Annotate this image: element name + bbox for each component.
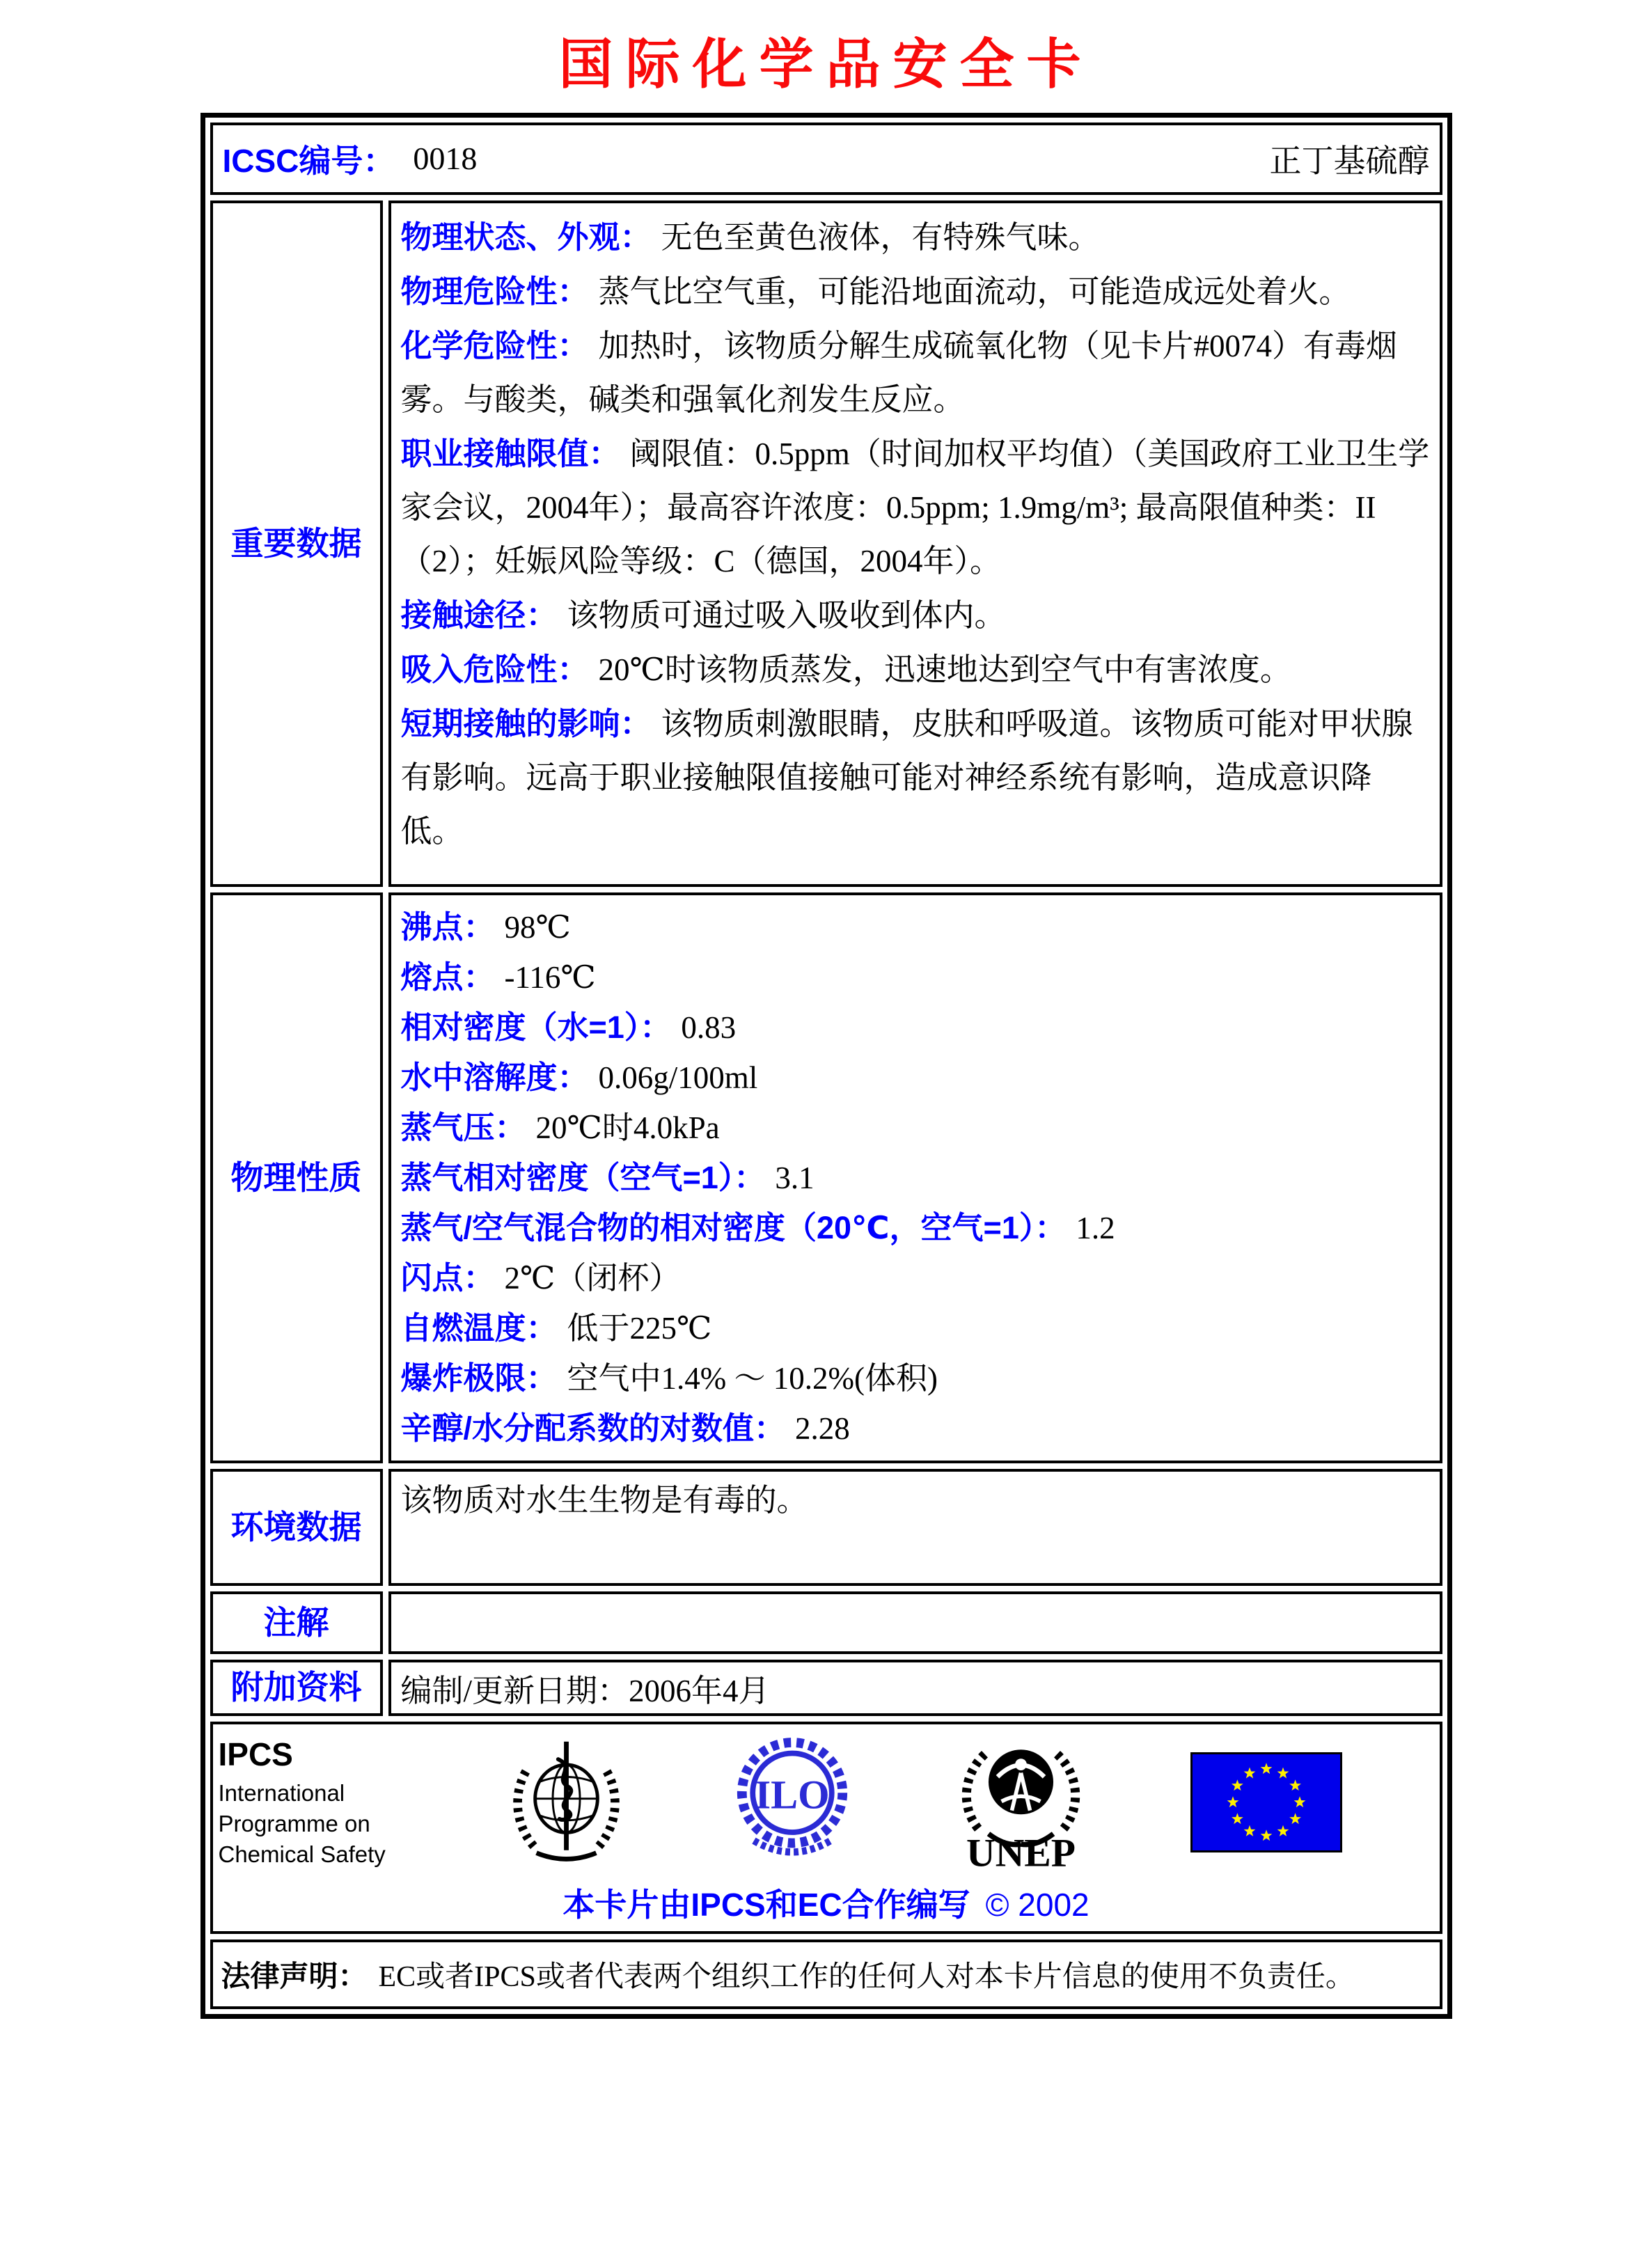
ipcs-line: Programme on [218,1810,370,1836]
data-item [401,319,1430,427]
ilo-letters: ILO [754,1772,830,1818]
field-label: 化学危险性： [400,327,589,363]
section-label-additional: 附加资料 [210,1660,383,1716]
data-item [401,1353,1430,1403]
data-item [401,1053,1430,1103]
legal-text: EC或者IPCS或者代表两个组织工作的任何人对本卡片信息的使用不负责任。 [378,1960,1355,1993]
header-row [210,123,1442,195]
field-label: 相对密度（水=1）： [400,1009,672,1045]
icsc-card-table [200,113,1452,2019]
logos-row [210,1722,1442,1934]
field-label: 沸点： [400,908,495,945]
ipcs-line: Chemical Safety [218,1841,386,1867]
field-label: 水中溶解度： [400,1059,589,1095]
data-item [401,1403,1430,1454]
field-value: 低于225℃ [567,1310,712,1346]
unep-logo-icon [950,1733,1092,1873]
physical-properties-content [388,892,1442,1463]
field-value: 该物质可通过吸入吸收到体内。 [567,597,1006,633]
field-value: 20℃时该物质蒸发，迅速地达到空气中有害浓度。 [598,652,1291,687]
field-label: 物理状态、外观： [400,219,652,255]
notes-row [210,1591,1442,1654]
field-value: 加热时，该物质分解生成硫氧化物（见卡片#0074）有毒烟雾。与酸类，碱类和强氧化剂发生反应。 [400,328,1398,417]
field-label: 蒸气相对密度（空气=1）： [400,1159,766,1195]
environment-data-row [210,1469,1442,1586]
data-item [401,1103,1430,1153]
field-value: 0.06g/100ml [598,1060,758,1095]
icsc-number-group [223,136,478,182]
data-item [401,952,1430,1002]
copyright-line [213,1880,1440,1926]
section-label-environment: 环境数据 [210,1469,383,1586]
additional-info-row [210,1660,1442,1716]
field-value: 98℃ [504,909,571,945]
field-value: 阈限值：0.5ppm（时间加权平均值）（美国政府工业卫生学家会议，2004年）；最高容许浓度：0.5ppm; 1.9mg/m³; 最高限值种类：II（2）；妊娠风险等级：C（德国，2004年）。 [400,436,1430,579]
field-value: 空气中1.4% ～ 10.2%(体积) [567,1360,938,1396]
field-label: 物理危险性： [400,273,589,309]
field-label: 爆炸极限： [400,1360,558,1396]
icsc-number-label: ICSC编号： [222,142,395,179]
field-label: 接触途径： [400,597,558,633]
who-logo-icon [498,1735,634,1871]
logos-strip [213,1733,1440,1873]
logos-cell [210,1722,1442,1934]
important-data-row [210,200,1442,887]
icsc-header-cell [210,123,1442,195]
data-item [401,1253,1430,1303]
field-label: 熔点： [400,959,495,995]
icsc-number-value: 0018 [413,141,478,177]
field-value: 蒸气比空气重，可能沿地面流动，可能造成远处着火。 [598,274,1351,309]
data-item [401,643,1430,697]
field-value: 3.1 [775,1160,815,1195]
field-value: 2℃（闭杯） [504,1260,681,1296]
ipcs-line: International [218,1779,345,1806]
section-label-important: 重要数据 [210,200,383,887]
data-item [401,1203,1430,1253]
environment-text: 该物质对水生生物是有毒的。 [400,1482,808,1518]
field-label: 短期接触的影响： [400,705,652,741]
field-label: 职业接触限值： [400,435,620,471]
data-item [401,265,1430,319]
field-value: 2.28 [795,1410,850,1446]
legal-notice [210,1940,1442,2009]
legal-row [210,1940,1442,2009]
field-label: 自燃温度： [400,1309,558,1346]
field-label: 闪点： [400,1259,495,1296]
data-item [401,1303,1430,1353]
ilo-logo-icon [732,1734,852,1871]
physical-properties-row [210,892,1442,1463]
chemical-name: 正丁基硫醇 [1269,143,1430,179]
field-label: 蒸气/空气混合物的相对密度（20℃，空气=1）： [400,1209,1067,1245]
ipcs-title: IPCS [218,1736,293,1772]
page-title: 国际化学品安全卡 [558,33,1094,95]
data-item [401,697,1430,858]
field-value: 该物质刺激眼睛，皮肤和呼吸道。该物质可能对甲状腺有影响。远高于职业接触限值接触可能对神经系统有影响，造成意识降低。 [400,706,1413,849]
field-value: -116℃ [504,959,596,995]
copyright-year: © 2002 [985,1886,1089,1923]
environment-content [388,1469,1442,1586]
field-label: 蒸气压： [400,1109,526,1145]
ipcs-text-block [219,1736,401,1870]
unep-letters: UNEP [966,1831,1076,1873]
section-label-notes: 注解 [210,1591,383,1654]
field-value: 20℃时4.0kPa [535,1110,720,1145]
copyright-text: 本卡片由IPCS和EC合作编写 [563,1886,970,1923]
section-label-physical: 物理性质 [210,892,383,1463]
field-label: 吸入危险性： [400,651,589,687]
field-value: 无色至黄色液体，有特殊气味。 [661,219,1100,255]
data-item [401,588,1430,643]
eu-flag-icon [1190,1752,1342,1852]
field-value: 1.2 [1076,1210,1115,1245]
data-item [401,902,1430,952]
additional-info-text: 编制/更新日期：2006年4月 [388,1660,1442,1716]
field-label: 辛醇/水分配系数的对数值： [400,1410,786,1446]
field-value: 0.83 [681,1009,737,1045]
data-item [401,210,1430,265]
data-item [401,1153,1430,1203]
legal-label: 法律声明： [221,1959,368,1992]
notes-content [388,1591,1442,1654]
data-item [401,1002,1430,1053]
data-item [401,427,1430,588]
important-data-content [388,200,1442,887]
